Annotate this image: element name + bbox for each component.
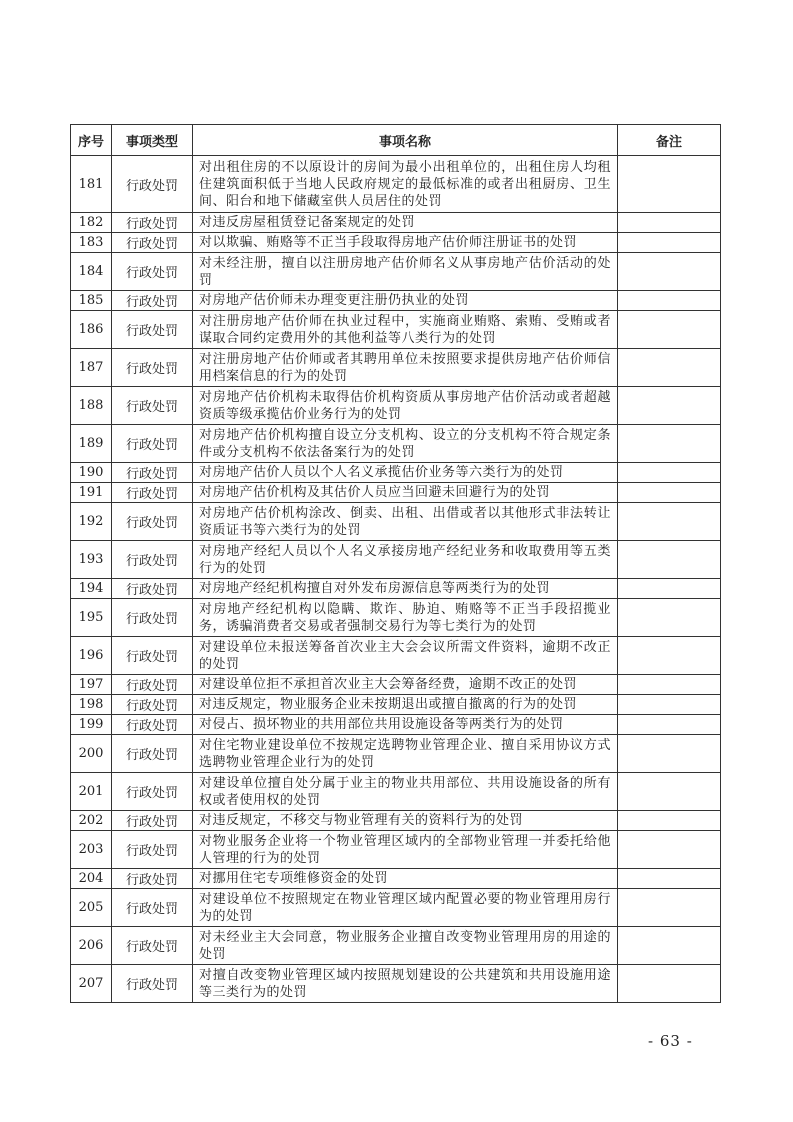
cell-name: 对房地产经纪机构擅自对外发布房源信息等两类行为的处罚 bbox=[193, 579, 618, 599]
cell-no: 189 bbox=[71, 425, 112, 463]
cell-type: 行政处罚 bbox=[112, 156, 193, 213]
table-header-row bbox=[71, 125, 721, 156]
cell-no: 207 bbox=[71, 965, 112, 1003]
table-row bbox=[71, 869, 721, 889]
table-row bbox=[71, 425, 721, 463]
cell-no: 181 bbox=[71, 156, 112, 213]
header-name: 事项名称 bbox=[193, 125, 618, 156]
cell-type: 行政处罚 bbox=[112, 253, 193, 291]
cell-type: 行政处罚 bbox=[112, 715, 193, 735]
table-row bbox=[71, 889, 721, 927]
table-row bbox=[71, 233, 721, 253]
table-row bbox=[71, 715, 721, 735]
cell-no: 196 bbox=[71, 637, 112, 675]
cell-type: 行政处罚 bbox=[112, 811, 193, 831]
cell-note bbox=[618, 735, 721, 773]
cell-note bbox=[618, 599, 721, 637]
cell-type: 行政处罚 bbox=[112, 311, 193, 349]
cell-note bbox=[618, 831, 721, 869]
cell-no: 204 bbox=[71, 869, 112, 889]
cell-no: 194 bbox=[71, 579, 112, 599]
cell-no: 195 bbox=[71, 599, 112, 637]
cell-type: 行政处罚 bbox=[112, 291, 193, 311]
cell-note bbox=[618, 233, 721, 253]
table-row bbox=[71, 253, 721, 291]
cell-type: 行政处罚 bbox=[112, 637, 193, 675]
cell-type: 行政处罚 bbox=[112, 675, 193, 695]
cell-name: 对房地产估价机构未取得估价机构资质从事房地产估价活动或者超越资质等级承揽估价业务行为的处罚 bbox=[193, 387, 618, 425]
cell-type: 行政处罚 bbox=[112, 599, 193, 637]
cell-type: 行政处罚 bbox=[112, 831, 193, 869]
cell-note bbox=[618, 637, 721, 675]
header-no: 序号 bbox=[71, 125, 112, 156]
cell-name: 对建设单位擅自处分属于业主的物业共用部位、共用设施设备的所有权或者使用权的处罚 bbox=[193, 773, 618, 811]
cell-no: 198 bbox=[71, 695, 112, 715]
cell-no: 183 bbox=[71, 233, 112, 253]
cell-no: 201 bbox=[71, 773, 112, 811]
cell-name: 对未经注册，擅自以注册房地产估价师名义从事房地产估价活动的处罚 bbox=[193, 253, 618, 291]
table-row bbox=[71, 387, 721, 425]
table-row bbox=[71, 579, 721, 599]
table-row bbox=[71, 483, 721, 503]
table-row bbox=[71, 541, 721, 579]
cell-note bbox=[618, 675, 721, 695]
cell-type: 行政处罚 bbox=[112, 773, 193, 811]
cell-note bbox=[618, 773, 721, 811]
cell-type: 行政处罚 bbox=[112, 233, 193, 253]
items-table bbox=[70, 124, 721, 1003]
cell-no: 188 bbox=[71, 387, 112, 425]
cell-type: 行政处罚 bbox=[112, 869, 193, 889]
table-row bbox=[71, 156, 721, 213]
cell-name: 对侵占、损坏物业的共用部位共用设施设备等两类行为的处罚 bbox=[193, 715, 618, 735]
table-row bbox=[71, 811, 721, 831]
cell-name: 对住宅物业建设单位不按规定选聘物业管理企业、擅自采用协议方式选聘物业管理企业行为的处罚 bbox=[193, 735, 618, 773]
table-row bbox=[71, 637, 721, 675]
table-row bbox=[71, 927, 721, 965]
cell-name: 对擅自改变物业管理区域内按照规划建设的公共建筑和共用设施用途等三类行为的处罚 bbox=[193, 965, 618, 1003]
page-number: - 63 - bbox=[648, 1032, 693, 1050]
cell-type: 行政处罚 bbox=[112, 927, 193, 965]
table-row bbox=[71, 831, 721, 869]
cell-note bbox=[618, 213, 721, 233]
cell-note bbox=[618, 311, 721, 349]
cell-name: 对房地产估价机构擅自设立分支机构、设立的分支机构不符合规定条件或分支机构不依法备案行为的处罚 bbox=[193, 425, 618, 463]
cell-note bbox=[618, 463, 721, 483]
cell-note bbox=[618, 253, 721, 291]
cell-name: 对以欺骗、贿赂等不正当手段取得房地产估价师注册证书的处罚 bbox=[193, 233, 618, 253]
table-row bbox=[71, 291, 721, 311]
cell-type: 行政处罚 bbox=[112, 483, 193, 503]
cell-type: 行政处罚 bbox=[112, 213, 193, 233]
cell-name: 对房地产估价师未办理变更注册仍执业的处罚 bbox=[193, 291, 618, 311]
cell-name: 对注册房地产估价师在执业过程中，实施商业贿赂、索贿、受贿或者谋取合同约定费用外的其他利益等八类行为的处罚 bbox=[193, 311, 618, 349]
cell-no: 184 bbox=[71, 253, 112, 291]
cell-note bbox=[618, 889, 721, 927]
cell-name: 对房地产估价人员以个人名义承揽估价业务等六类行为的处罚 bbox=[193, 463, 618, 483]
cell-no: 190 bbox=[71, 463, 112, 483]
cell-note bbox=[618, 349, 721, 387]
cell-name: 对建设单位未报送筹备首次业主大会会议所需文件资料，逾期不改正的处罚 bbox=[193, 637, 618, 675]
table-row bbox=[71, 213, 721, 233]
table-row bbox=[71, 311, 721, 349]
cell-type: 行政处罚 bbox=[112, 503, 193, 541]
cell-name: 对房地产经纪人员以个人名义承接房地产经纪业务和收取费用等五类行为的处罚 bbox=[193, 541, 618, 579]
cell-no: 182 bbox=[71, 213, 112, 233]
cell-name: 对建设单位拒不承担首次业主大会筹备经费，逾期不改正的处罚 bbox=[193, 675, 618, 695]
cell-note bbox=[618, 695, 721, 715]
cell-type: 行政处罚 bbox=[112, 463, 193, 483]
cell-name: 对注册房地产估价师或者其聘用单位未按照要求提供房地产估价师信用档案信息的行为的处罚 bbox=[193, 349, 618, 387]
cell-name: 对出租住房的不以原设计的房间为最小出租单位的，出租住房人均租住建筑面积低于当地人民政府规定的最低标准的或者出租厨房、卫生间、阳台和地下储藏室供人员居住的处罚 bbox=[193, 156, 618, 213]
cell-no: 186 bbox=[71, 311, 112, 349]
table-row bbox=[71, 599, 721, 637]
cell-note bbox=[618, 715, 721, 735]
cell-note bbox=[618, 541, 721, 579]
cell-no: 191 bbox=[71, 483, 112, 503]
cell-name: 对房地产经纪机构以隐瞒、欺诈、胁迫、贿赂等不正当手段招揽业务，诱骗消费者交易或者强制交易行为等七类行为的处罚 bbox=[193, 599, 618, 637]
cell-note bbox=[618, 291, 721, 311]
cell-note bbox=[618, 579, 721, 599]
cell-type: 行政处罚 bbox=[112, 695, 193, 715]
cell-name: 对挪用住宅专项维修资金的处罚 bbox=[193, 869, 618, 889]
cell-type: 行政处罚 bbox=[112, 965, 193, 1003]
table-row bbox=[71, 675, 721, 695]
table-row bbox=[71, 349, 721, 387]
cell-name: 对未经业主大会同意，物业服务企业擅自改变物业管理用房的用途的处罚 bbox=[193, 927, 618, 965]
header-type: 事项类型 bbox=[112, 125, 193, 156]
cell-no: 187 bbox=[71, 349, 112, 387]
cell-name: 对房地产估价机构涂改、倒卖、出租、出借或者以其他形式非法转让资质证书等六类行为的处罚 bbox=[193, 503, 618, 541]
cell-name: 对违反房屋租赁登记备案规定的处罚 bbox=[193, 213, 618, 233]
table-row bbox=[71, 463, 721, 483]
cell-type: 行政处罚 bbox=[112, 735, 193, 773]
cell-no: 199 bbox=[71, 715, 112, 735]
cell-no: 192 bbox=[71, 503, 112, 541]
table-row bbox=[71, 965, 721, 1003]
cell-type: 行政处罚 bbox=[112, 387, 193, 425]
cell-no: 206 bbox=[71, 927, 112, 965]
cell-type: 行政处罚 bbox=[112, 541, 193, 579]
cell-name: 对建设单位不按照规定在物业管理区域内配置必要的物业管理用房行为的处罚 bbox=[193, 889, 618, 927]
cell-name: 对违反规定，物业服务企业未按期退出或擅自撤离的行为的处罚 bbox=[193, 695, 618, 715]
table-row bbox=[71, 695, 721, 715]
cell-no: 202 bbox=[71, 811, 112, 831]
cell-type: 行政处罚 bbox=[112, 579, 193, 599]
cell-note bbox=[618, 156, 721, 213]
cell-note bbox=[618, 483, 721, 503]
cell-no: 203 bbox=[71, 831, 112, 869]
cell-name: 对违反规定，不移交与物业管理有关的资料行为的处罚 bbox=[193, 811, 618, 831]
cell-no: 205 bbox=[71, 889, 112, 927]
cell-no: 185 bbox=[71, 291, 112, 311]
cell-no: 197 bbox=[71, 675, 112, 695]
cell-no: 193 bbox=[71, 541, 112, 579]
table-row bbox=[71, 735, 721, 773]
cell-type: 行政处罚 bbox=[112, 349, 193, 387]
cell-no: 200 bbox=[71, 735, 112, 773]
cell-note bbox=[618, 425, 721, 463]
cell-name: 对物业服务企业将一个物业管理区域内的全部物业管理一并委托给他人管理的行为的处罚 bbox=[193, 831, 618, 869]
cell-note bbox=[618, 387, 721, 425]
cell-note bbox=[618, 927, 721, 965]
cell-note bbox=[618, 503, 721, 541]
cell-note bbox=[618, 811, 721, 831]
header-note: 备注 bbox=[618, 125, 721, 156]
table-row bbox=[71, 773, 721, 811]
table-row bbox=[71, 503, 721, 541]
cell-name: 对房地产估价机构及其估价人员应当回避未回避行为的处罚 bbox=[193, 483, 618, 503]
cell-note bbox=[618, 869, 721, 889]
cell-note bbox=[618, 965, 721, 1003]
cell-type: 行政处罚 bbox=[112, 889, 193, 927]
cell-type: 行政处罚 bbox=[112, 425, 193, 463]
